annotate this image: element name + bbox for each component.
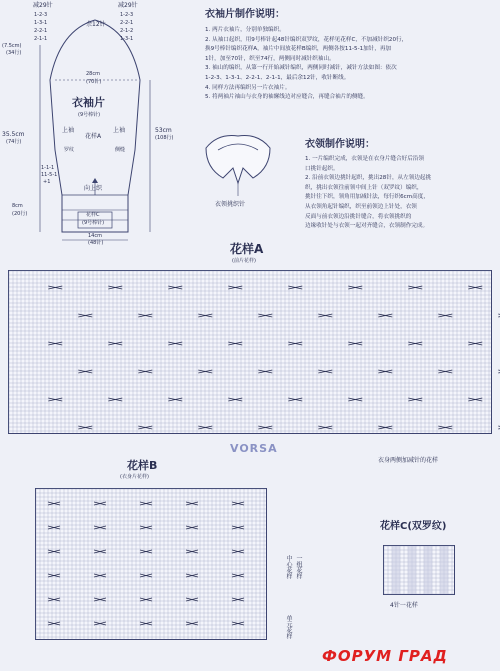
collar-step: 反面与前衣领边沿挑针缝合，将衣领挑织的 xyxy=(305,213,412,220)
cable-mark xyxy=(348,286,362,289)
inc-seq-3: +1 xyxy=(43,179,51,185)
dec-seq-right-1: 1-2-3 xyxy=(120,12,134,18)
cable-mark xyxy=(408,286,422,289)
pattern-b-chart xyxy=(35,488,267,640)
dec-seq-left-2: 1-3-1 xyxy=(34,20,48,26)
cable-mark xyxy=(378,314,392,317)
cable-mark xyxy=(108,398,122,401)
cable-mark xyxy=(168,398,182,401)
dec-seq-right-3: 2-1-2 xyxy=(120,28,134,34)
cable-mark xyxy=(232,574,244,577)
cuff-width: 14cm xyxy=(88,233,102,239)
stitch-grid xyxy=(9,271,491,433)
cable-mark xyxy=(108,342,122,345)
cable-mark xyxy=(138,314,152,317)
dec-seq-right-2: 2-2-1 xyxy=(120,20,134,26)
pattern-b-title: 花样B xyxy=(127,459,158,472)
cuff-pattern: 花样C xyxy=(86,212,100,218)
right-total: 53cm xyxy=(155,127,172,134)
cable-mark xyxy=(108,286,122,289)
sleeve-outline xyxy=(0,0,190,245)
collar-step: 1. 一片编织完成，衣领是在衣身片缝合好后沿领 xyxy=(305,156,424,162)
pattern-b-annotation-1: 一组花样 xyxy=(295,555,302,579)
collar-instructions-title: 衣领制作说明： xyxy=(305,139,375,150)
cable-mark xyxy=(48,574,60,577)
cable-mark xyxy=(198,370,212,373)
purl-column xyxy=(424,546,432,594)
left-length: (7.5cm) xyxy=(2,43,22,49)
cable-mark xyxy=(48,342,62,345)
cable-mark xyxy=(232,550,244,553)
purl-column xyxy=(392,546,400,594)
pattern-c-chart xyxy=(383,545,455,595)
cable-mark xyxy=(258,426,272,429)
cable-mark xyxy=(48,622,60,625)
cuff-length: 8cm xyxy=(12,203,23,209)
collar-step: 从衣领角起针编织，织至前领边上针处，衣领 xyxy=(305,203,417,210)
stitch-grid xyxy=(36,489,266,639)
cable-mark xyxy=(318,426,332,429)
cable-mark xyxy=(318,314,332,317)
up-knit: 向上织 xyxy=(84,185,103,192)
cable-mark xyxy=(438,314,452,317)
cable-mark xyxy=(468,342,482,345)
cable-mark xyxy=(468,286,482,289)
sleeve-step: 4. 同样方法再编织另一片衣袖片。 xyxy=(205,84,291,91)
cable-mark xyxy=(232,502,244,505)
cable-mark xyxy=(232,622,244,625)
dec-seq-left-3: 2-2-1 xyxy=(34,28,48,34)
cable-mark xyxy=(232,598,244,601)
cable-mark xyxy=(48,398,62,401)
cable-mark xyxy=(48,502,60,505)
inc-seq-1: 1-1-1 xyxy=(41,165,55,171)
cap-sts: (70针) xyxy=(86,79,102,85)
ribs-label: 罗纹 xyxy=(64,147,75,153)
pattern-a-title: 花样A xyxy=(230,242,264,256)
pattern-b-annotation-3: 单元花样 xyxy=(285,615,292,639)
cap-width: 28cm xyxy=(86,71,100,77)
pattern-a-chart xyxy=(8,270,492,434)
cable-mark xyxy=(348,398,362,401)
cap-remain: 余12针 xyxy=(86,21,106,28)
sleeve-step: 1. 两片衣袖片，分别单独编织。 xyxy=(205,27,285,33)
sleeve-instructions xyxy=(205,26,495,103)
right-total-rows: (108行) xyxy=(155,135,174,141)
sleeve-step: 3. 袖山的编织，从第一行开始减针编织，两侧同时减针，减针方法如图：依次 xyxy=(205,65,397,72)
left-rows: (34行) xyxy=(6,50,22,56)
collar-step: 2. 沿前衣领边挑针起织，挑出28针，从左领边起挑 xyxy=(305,175,432,182)
cable-mark xyxy=(258,370,272,373)
cable-mark xyxy=(78,426,92,429)
sleeve-step: 换9号棒针编织花样A，袖片中间放花样B编织，两侧各按11-5-1加针，再加 xyxy=(205,46,392,53)
inc-seq-2: 11-5-1 xyxy=(41,172,58,178)
dec-label-right: 减29针 xyxy=(118,2,138,9)
cable-mark xyxy=(48,286,62,289)
cable-mark xyxy=(228,398,242,401)
sleeve-schematic xyxy=(0,0,190,245)
cable-mark xyxy=(140,526,152,529)
dec-seq-left-1: 1-2-3 xyxy=(34,12,48,18)
sleeve-title: 衣袖片 xyxy=(72,96,105,109)
cable-mark xyxy=(140,550,152,553)
cable-mark xyxy=(48,550,60,553)
purl-column xyxy=(408,546,416,594)
cable-mark xyxy=(288,342,302,345)
upper-left: 上袖 xyxy=(62,127,75,134)
purl-column xyxy=(440,546,448,594)
cuff-needle: (9号棒针) xyxy=(82,220,105,226)
sleeve-step: 2. 从袖口起织，用9号棒针起48针编织双罗纹，花样见花样C，不加减针织20行， xyxy=(205,36,408,43)
sleeve-subtitle: (9号棒针) xyxy=(78,112,101,118)
left-total-rows: (74行) xyxy=(6,139,22,145)
cable-mark xyxy=(408,398,422,401)
cuff-rows: (20行) xyxy=(12,211,28,217)
pattern-b-annotation-2: 中心花样 xyxy=(285,555,292,579)
sleeve-step: 5. 将两袖片袖山与衣身的袖窿线边对应缝合，再缝合袖片的侧缝。 xyxy=(205,94,369,101)
pattern-c-title: 花样C(双罗纹) xyxy=(380,521,447,532)
cuff-sts: (48针) xyxy=(88,240,104,246)
dec-seq-right-4: 1-3-1 xyxy=(120,36,134,42)
side-seam-label: 侧缝 xyxy=(115,147,126,153)
cable-mark xyxy=(140,622,152,625)
sleeve-step: 1-2-3、1-3-1、2-2-1、2-1-1，最后余12针，收针断线。 xyxy=(205,74,350,81)
collar-step: 织，挑出衣领往前领中间上针（双罗纹）编织， xyxy=(305,184,423,191)
cable-mark xyxy=(138,426,152,429)
collar-caption: 衣领挑织针 xyxy=(215,201,246,208)
cable-mark xyxy=(78,370,92,373)
cable-mark xyxy=(378,370,392,373)
upper-right: 上袖 xyxy=(113,127,126,134)
collar-step: 口挑针起织。 xyxy=(305,165,339,172)
cable-mark xyxy=(468,398,482,401)
cable-mark xyxy=(140,502,152,505)
collar-diagram xyxy=(198,128,278,198)
stitch-grid xyxy=(384,546,454,594)
footer-logo: ФОРУМ ГРАД xyxy=(322,647,448,665)
cable-mark xyxy=(228,286,242,289)
collar-step: 挑针往下织，领角用加减针法，每行织6cm高度， xyxy=(305,194,429,201)
pattern-a-subtitle: (前片花样) xyxy=(232,258,256,264)
pattern-a-annotation: 衣身两侧加减针的花样 xyxy=(378,457,439,464)
cable-mark xyxy=(48,598,60,601)
cable-mark xyxy=(438,370,452,373)
cable-mark xyxy=(318,370,332,373)
pattern-c-annotation: 4针一花样 xyxy=(390,602,418,609)
cable-mark xyxy=(78,314,92,317)
cable-mark xyxy=(288,286,302,289)
pattern-b-subtitle: (衣身片花样) xyxy=(120,474,149,480)
cable-mark xyxy=(168,342,182,345)
sleeve-step: 1针，加至70针，织至74行，两侧同时减针织袖山。 xyxy=(205,55,335,62)
cable-mark xyxy=(168,286,182,289)
cable-mark xyxy=(378,426,392,429)
cable-mark xyxy=(408,342,422,345)
cable-mark xyxy=(198,314,212,317)
sleeve-instructions-title: 衣袖片制作说明： xyxy=(205,9,285,20)
dec-seq-left-4: 2-1-1 xyxy=(34,36,48,42)
cable-mark xyxy=(48,526,60,529)
cable-mark xyxy=(138,370,152,373)
pattern-a-label: 花样A xyxy=(85,133,102,140)
watermark: VORSA xyxy=(230,442,278,455)
cable-mark xyxy=(258,314,272,317)
cable-mark xyxy=(140,574,152,577)
dec-label-left: 减29针 xyxy=(33,2,53,9)
cable-mark xyxy=(140,598,152,601)
cable-mark xyxy=(438,426,452,429)
cable-mark xyxy=(348,342,362,345)
collar-instructions xyxy=(305,155,495,232)
cable-mark xyxy=(228,342,242,345)
cable-mark xyxy=(232,526,244,529)
cable-mark xyxy=(198,426,212,429)
collar-step: 边缘收针处与衣领一起对齐缝合，衣领制作完成。 xyxy=(305,223,429,230)
cable-mark xyxy=(288,398,302,401)
left-total: 35.5cm xyxy=(2,131,25,138)
